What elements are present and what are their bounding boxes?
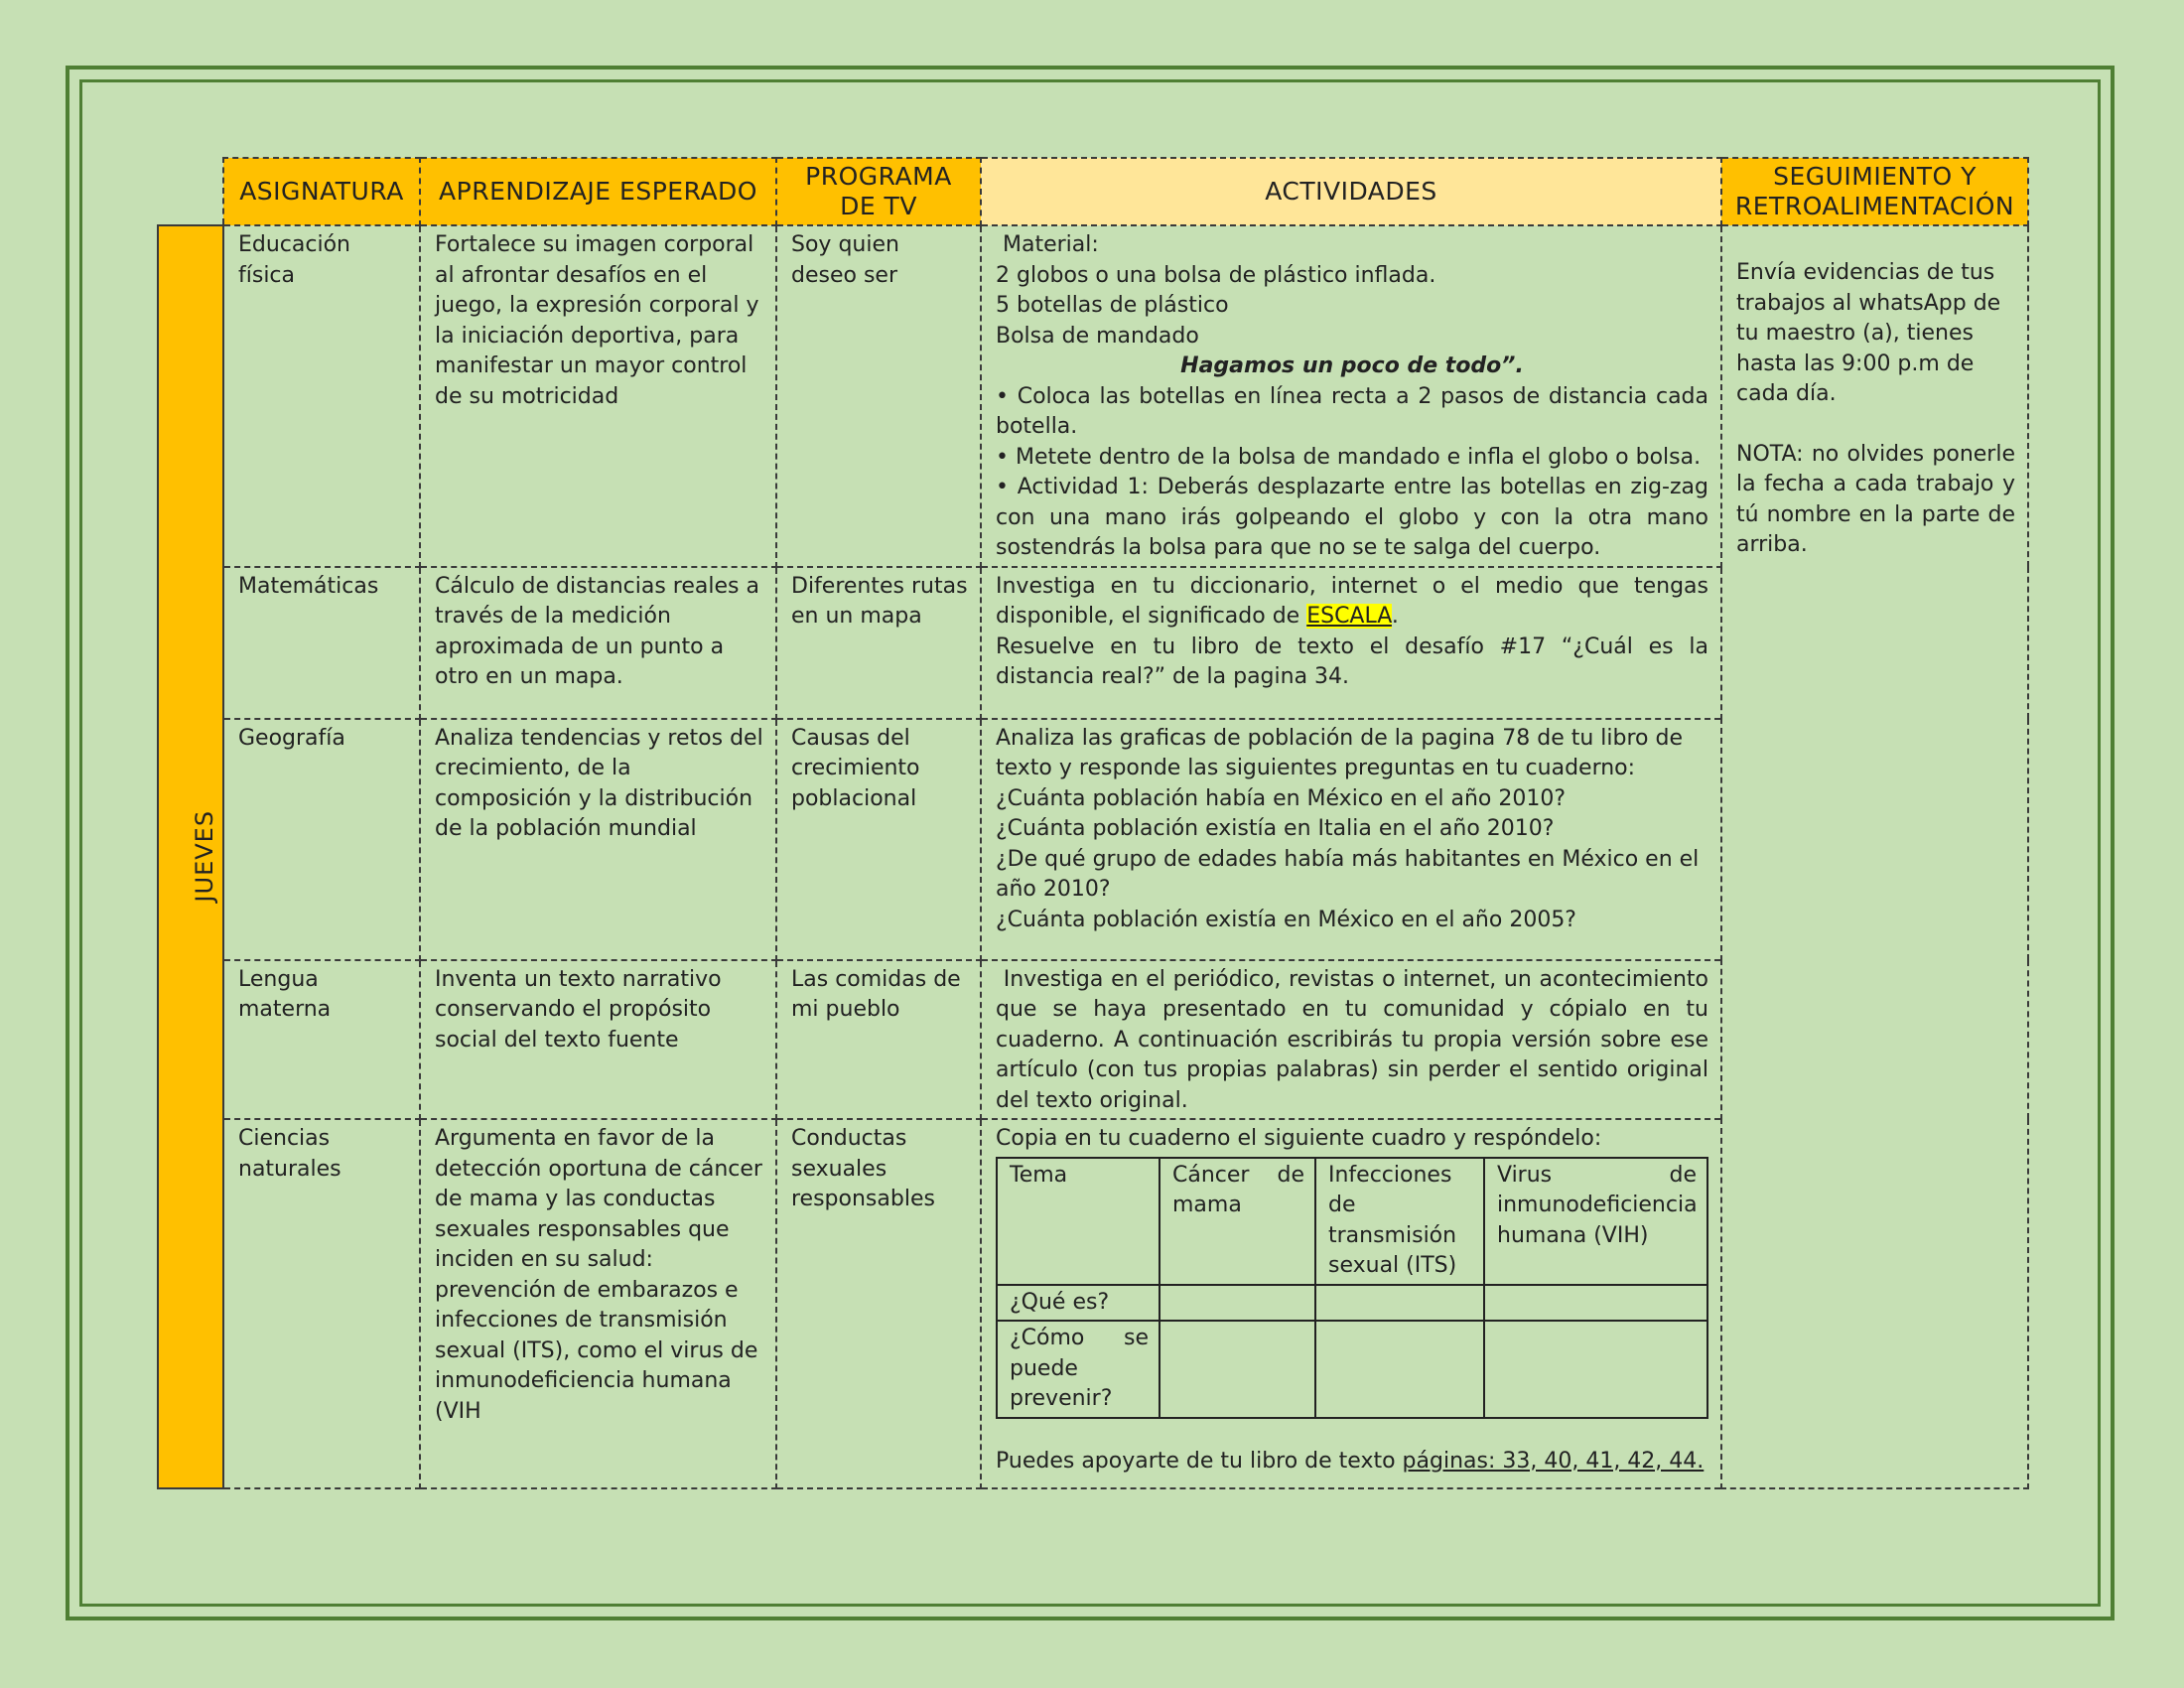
asignatura-cell: Lengua materna xyxy=(223,960,420,1120)
programa-cell: Diferentes rutas en un mapa xyxy=(776,567,981,719)
activity-line: Resuelve en tu libro de texto el desafío #17 “¿Cuál es la distancia real?” de la pagina 34. xyxy=(996,633,1708,689)
questions-empty-cell xyxy=(1160,1285,1315,1322)
questions-empty-cell xyxy=(1315,1321,1484,1418)
table-row xyxy=(158,225,2028,567)
header-seguimiento: SEGUIMIENTO Y RETROALIMENTACIÓN xyxy=(1721,158,2028,225)
activity-line: Investiga en el periódico, revistas o internet, un acontecimiento que se haya presentado en tu comunidad y cópialo en tu cuaderno. A continuación escribirás tu propia versión sobre ese artículo (con tus propias palabras) sin perder el sentido original del texto original. xyxy=(996,966,1715,1113)
seguimiento-cell xyxy=(1721,225,2028,1488)
activity-line: Analiza las graficas de población de la pagina 78 de tu libro de texto y responde las siguientes preguntas en tu cuaderno: xyxy=(996,725,1684,780)
day-cell xyxy=(158,225,223,1488)
header-asignatura: ASIGNATURA xyxy=(223,158,420,225)
aprendizaje-cell: Inventa un texto narrativo conservando el propósito social del texto fuente xyxy=(420,960,776,1120)
activity-line: • Coloca las botellas en línea recta a 2 pasos de distancia cada botella. xyxy=(996,383,1708,439)
activity-line: Copia en tu cuaderno el siguiente cuadro y respóndelo: xyxy=(996,1126,1602,1151)
aprendizaje-cell: Fortalece su imagen corporal al afrontar desafíos en el juego, la expresión corporal y la iniciación deportiva, para manifestar un mayor control de su motricidad xyxy=(420,225,776,567)
day-label: JUEVES xyxy=(191,809,219,903)
activity-line: Material: xyxy=(996,232,1099,257)
asignatura-cell: Educación física xyxy=(223,225,420,567)
questions-row xyxy=(997,1321,1707,1418)
schedule-table xyxy=(157,157,2029,1489)
questions-empty-cell xyxy=(1484,1285,1707,1322)
activity-title: Hagamos un poco de todo”. xyxy=(1180,353,1524,378)
actividades-cell xyxy=(981,567,1721,719)
activity-line xyxy=(996,572,1708,633)
header-actividades: ACTIVIDADES xyxy=(981,158,1721,225)
questions-row xyxy=(997,1285,1707,1322)
programa-cell: Conductas sexuales responsables xyxy=(776,1119,981,1488)
activity-line: ¿Cuánta población había en México en el año 2010? xyxy=(996,785,1567,811)
header-row xyxy=(158,158,2028,225)
activity-line: ¿Cuánta población existía en México en el año 2005? xyxy=(996,907,1576,932)
actividades-cell xyxy=(981,719,1721,960)
asignatura-cell: Matemáticas xyxy=(223,567,420,719)
aprendizaje-cell: Analiza tendencias y retos del crecimiento, de la composición y la distribución de la población mundial xyxy=(420,719,776,960)
programa-cell: Causas del crecimiento poblacional xyxy=(776,719,981,960)
actividades-cell xyxy=(981,1119,1721,1488)
aprendizaje-cell: Argumenta en favor de la detección oportuna de cáncer de mama y las conductas sexuales responsables que inciden en su salud: prevención de embarazos e infecciones de transmisión sexual (ITS), como el virus de inmunodeficiencia humana (VIH xyxy=(420,1119,776,1488)
activity-line: Bolsa de mandado xyxy=(996,323,1199,349)
pages-reference: páginas: 33, 40, 41, 42, 44. xyxy=(1402,1448,1705,1474)
questions-header-cell: Tema xyxy=(997,1158,1160,1285)
activity-text: Investiga en tu diccionario, internet o el medio que tengas disponible, el significado de xyxy=(996,573,1708,629)
questions-table xyxy=(996,1157,1708,1419)
activity-line: • Metete dentro de la bolsa de mandado e infla el globo o bolsa. xyxy=(996,444,1702,470)
activity-line: 2 globos o una bolsa de plástico inflada. xyxy=(996,262,1436,288)
activity-text: . xyxy=(1391,604,1399,629)
activity-line: ¿Cuánta población existía en Italia en el año 2010? xyxy=(996,816,1555,841)
questions-row-label: ¿Qué es? xyxy=(997,1285,1160,1322)
asignatura-cell: Ciencias naturales xyxy=(223,1119,420,1488)
aprendizaje-cell: Cálculo de distancias reales a través de la medición aproximada de un punto a otro en un mapa. xyxy=(420,567,776,719)
questions-row-label: ¿Cómo se puede prevenir? xyxy=(997,1321,1160,1418)
asignatura-cell: Geografía xyxy=(223,719,420,960)
activity-line xyxy=(996,1447,1708,1477)
header-programa: PROGRAMA DE TV xyxy=(776,158,981,225)
questions-header-cell: Cáncer de mama xyxy=(1160,1158,1315,1285)
header-aprendizaje: APRENDIZAJE ESPERADO xyxy=(420,158,776,225)
programa-cell: Soy quien deseo ser xyxy=(776,225,981,567)
seguimiento-nota: NOTA: no olvides ponerle la fecha a cada trabajo y tú nombre en la parte de arriba. xyxy=(1736,441,2015,557)
questions-empty-cell xyxy=(1160,1321,1315,1418)
actividades-cell xyxy=(981,960,1721,1120)
activity-line: ¿De qué grupo de edades había más habitantes en México en el año 2010? xyxy=(996,846,1700,902)
questions-header-cell: Infecciones de transmisión sexual (ITS) xyxy=(1315,1158,1484,1285)
programa-cell: Las comidas de mi pueblo xyxy=(776,960,981,1120)
questions-header-row xyxy=(997,1158,1707,1285)
questions-empty-cell xyxy=(1484,1321,1707,1418)
activity-text: Puedes apoyarte de tu libro de texto xyxy=(996,1448,1403,1474)
corner-cell xyxy=(158,158,223,225)
activity-line: • Actividad 1: Deberás desplazarte entre las botellas en zig-zag con una mano irás golpeando el globo y con la otra mano sostendrás la bolsa para que no se te salga del cuerpo. xyxy=(996,475,1708,560)
questions-header-cell: Virus de inmunodeficiencia humana (VIH) xyxy=(1484,1158,1707,1285)
seguimiento-text: Envía evidencias de tus trabajos al whatsApp de tu maestro (a), tienes hasta las 9:00 p.m de cada día. xyxy=(1736,260,2001,406)
activity-line: 5 botellas de plástico xyxy=(996,293,1229,318)
questions-empty-cell xyxy=(1315,1285,1484,1322)
actividades-cell xyxy=(981,225,1721,567)
escala-highlight: ESCALA xyxy=(1306,604,1392,629)
